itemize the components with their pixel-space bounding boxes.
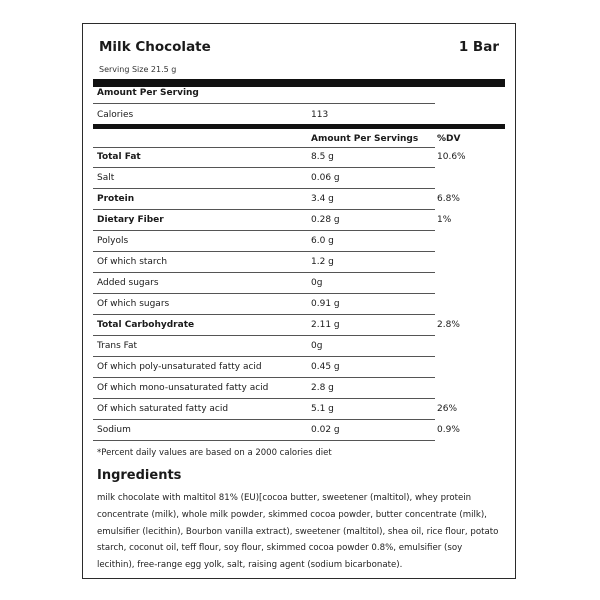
nutrient-amount-trans-fat: 0g (311, 341, 323, 351)
nutrient-dv-total-carbohydrate: 2.8% (437, 320, 460, 330)
row-divider (93, 230, 435, 231)
nutrient-amount-added-sugars: 0g (311, 278, 323, 288)
row-divider (93, 398, 435, 399)
nutrient-amount-of-which-starch: 1.2 g (311, 257, 334, 267)
calories-value: 113 (311, 110, 329, 120)
row-divider (93, 419, 435, 420)
nutrient-dv-of-which-saturated-fatty-acid: 26% (437, 404, 458, 414)
row-divider (93, 272, 435, 273)
nutrient-dv-sodium: 0.9% (437, 425, 460, 435)
dv-footnote: *Percent daily values are based on a 2000 calories diet (97, 448, 332, 458)
nutrient-name-of-which-starch: Of which starch (97, 257, 168, 267)
nutrient-name-total-fat: Total Fat (97, 152, 141, 162)
serving-count: 1 Bar (458, 39, 499, 55)
nutrient-amount-salt: 0.06 g (311, 173, 340, 183)
nutrient-name-trans-fat: Trans Fat (97, 341, 138, 351)
row-divider (93, 188, 435, 189)
product-name: Milk Chocolate (99, 39, 211, 55)
nutrient-name-dietary-fiber: Dietary Fiber (97, 215, 164, 225)
nutrient-amount-total-fat: 8.5 g (311, 152, 334, 162)
row-divider (93, 440, 435, 441)
row-divider (93, 377, 435, 378)
nutrient-name-of-which-poly-unsaturated-fatty-acid: Of which poly-unsaturated fatty acid (97, 362, 262, 372)
nutrient-name-salt: Salt (97, 173, 115, 183)
serving-size: Serving Size 21.5 g (99, 65, 177, 74)
nutrient-amount-total-carbohydrate: 2.11 g (311, 320, 340, 330)
nutrient-amount-of-which-saturated-fatty-acid: 5.1 g (311, 404, 334, 414)
nutrient-dv-protein: 6.8% (437, 194, 460, 204)
nutrient-name-protein: Protein (97, 194, 135, 204)
nutrition-label (82, 23, 516, 579)
nutrient-amount-sodium: 0.02 g (311, 425, 340, 435)
nutrient-name-sodium: Sodium (97, 425, 131, 435)
row-divider (93, 335, 435, 336)
row-divider (93, 356, 435, 357)
nutrient-name-of-which-sugars: Of which sugars (97, 299, 170, 309)
column-header-amount: Amount Per Servings (311, 134, 419, 144)
ingredients-text: milk chocolate with maltitol 81% (EU)[cocoa butter, sweetener (maltitol), whey protein concentrate (milk), whole milk powder, skimmed cocoa powder, butter concentrate (milk), emulsifier (lecithin), Bourbon vanilla extract), sweetener (maltitol), shea oil, rice flour, potato starch, coconut oil, teff flour, soy flour, skimmed cocoa powder 0.8%, emulsifier (soy lecithin), free-range egg yolk, salt, raising agent (sodium bicarbonate). (97, 493, 499, 571)
nutrient-dv-total-fat: 10.6% (437, 152, 466, 162)
nutrient-name-total-carbohydrate: Total Carbohydrate (97, 320, 195, 330)
row-divider (93, 167, 435, 168)
row-divider (93, 314, 435, 315)
nutrient-amount-protein: 3.4 g (311, 194, 334, 204)
nutrient-name-of-which-mono-unsaturated-fatty-acid: Of which mono-unsaturated fatty acid (97, 383, 269, 393)
ingredients-title: Ingredients (97, 468, 182, 483)
nutrient-amount-polyols: 6.0 g (311, 236, 334, 246)
column-header-dv: %DV (437, 134, 461, 144)
nutrient-amount-of-which-mono-unsaturated-fatty-acid: 2.8 g (311, 383, 334, 393)
nutrient-amount-of-which-poly-unsaturated-fatty-acid: 0.45 g (311, 362, 340, 372)
nutrient-name-polyols: Polyols (97, 236, 129, 246)
nutrient-name-added-sugars: Added sugars (97, 278, 159, 288)
nutrient-amount-of-which-sugars: 0.91 g (311, 299, 340, 309)
amount-per-serving-heading: Amount Per Serving (97, 88, 199, 98)
row-divider (93, 251, 435, 252)
nutrient-name-of-which-saturated-fatty-acid: Of which saturated fatty acid (97, 404, 229, 414)
row-divider (93, 293, 435, 294)
calories-label: Calories (97, 110, 134, 120)
row-divider (93, 209, 435, 210)
nutrient-amount-dietary-fiber: 0.28 g (311, 215, 340, 225)
nutrient-dv-dietary-fiber: 1% (437, 215, 452, 225)
